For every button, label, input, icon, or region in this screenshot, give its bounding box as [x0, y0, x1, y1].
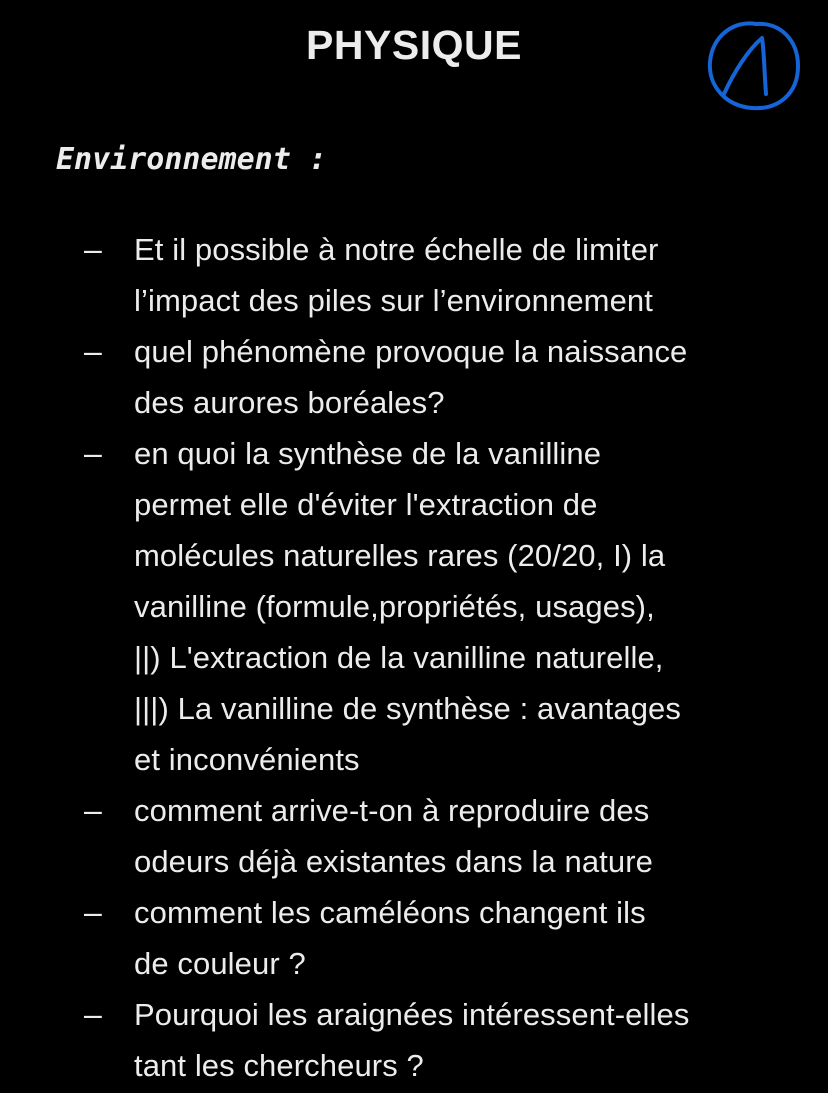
bullet-dash: –	[84, 792, 102, 828]
topic-list	[0, 224, 828, 1091]
bullet-dash: –	[84, 435, 102, 471]
list-item	[0, 989, 828, 1091]
page-title: PHYSIQUE	[306, 22, 522, 68]
topic-text: comment les caméléons changent ils de couleur ?	[134, 895, 646, 981]
section-heading: Environnement :	[56, 142, 327, 177]
list-item	[0, 326, 828, 428]
list-item	[0, 887, 828, 989]
list-item	[0, 224, 828, 326]
topic-text: en quoi la synthèse de la vanilline permet elle d'éviter l'extraction de molécules naturelles rares (20/20, I) la vanilline (formule,propriétés, usages), ||) L'extraction de la vanilline naturelle, |||) La vanilline de synthèse : avantages et inconvénients	[134, 436, 681, 777]
topic-text: Et il possible à notre échelle de limiter l’impact des piles sur l’environnement	[134, 232, 659, 318]
handwritten-annotation-icon	[704, 14, 804, 114]
bullet-dash: –	[84, 996, 102, 1032]
bullet-dash: –	[84, 231, 102, 267]
list-item	[0, 428, 828, 785]
list-item	[0, 785, 828, 887]
bullet-dash: –	[84, 333, 102, 369]
bullet-dash: –	[84, 894, 102, 930]
topic-text: comment arrive-t-on à reproduire des odeurs déjà existantes dans la nature	[134, 793, 653, 879]
topic-text: quel phénomène provoque la naissance des aurores boréales?	[134, 334, 688, 420]
topic-text: Pourquoi les araignées intéressent-elles tant les chercheurs ?	[134, 997, 690, 1083]
